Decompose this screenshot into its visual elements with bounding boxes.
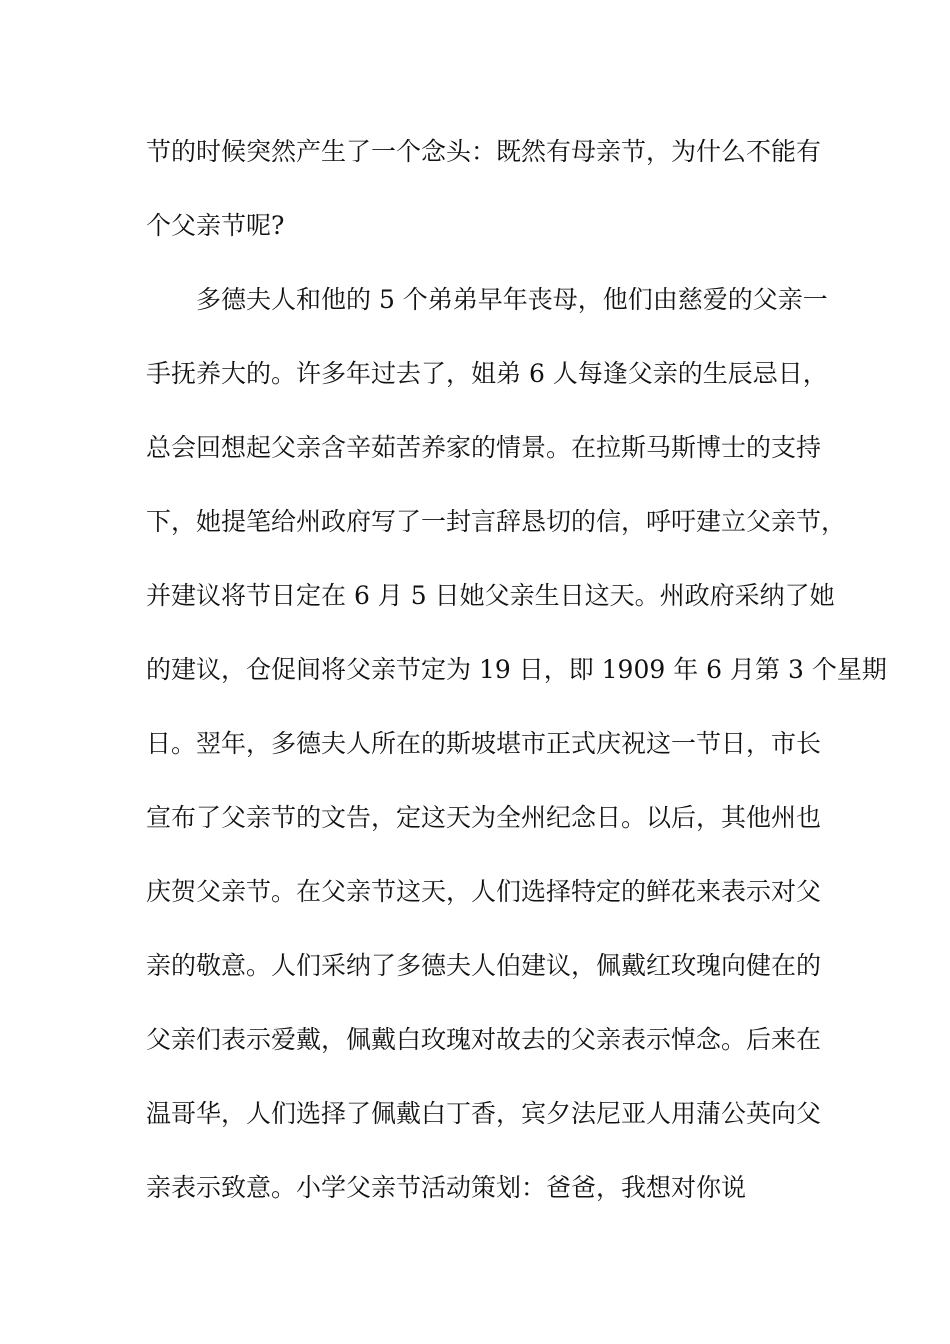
paragraph-first-line: 多德夫人和他的 5 个弟弟早年丧母，他们由慈爱的父亲一: [196, 285, 828, 314]
text-line: 宣布了父亲节的文告，定这天为全州纪念日。以后，其他州也: [146, 803, 822, 832]
text-line: 总会回想起父亲含辛茹苦养家的情景。在拉斯马斯博士的支持: [146, 433, 822, 462]
text-line: 下，她提笔给州政府写了一封言辞恳切的信，呼吁建立父亲节，: [146, 507, 847, 536]
text-line: 庆贺父亲节。在父亲节这天，人们选择特定的鲜花来表示对父: [146, 877, 822, 906]
text-line: 温哥华，人们选择了佩戴白丁香，宾夕法尼亚人用蒲公英向父: [146, 1099, 822, 1128]
text-line: 个父亲节呢?: [146, 211, 285, 240]
body-text: [146, 128, 887, 1238]
text-line: 手抚养大的。许多年过去了，姐弟 6 人每逢父亲的生辰忌日，: [146, 359, 828, 388]
text-line: 亲表示致意。小学父亲节活动策划：爸爸，我想对你说: [146, 1173, 747, 1202]
text-line: 父亲们表示爱戴，佩戴白玫瑰对故去的父亲表示悼念。后来在: [146, 1025, 822, 1054]
text-line: 亲的敬意。人们采纳了多德夫人伯建议，佩戴红玫瑰向健在的: [146, 951, 822, 980]
text-line: 节的时候突然产生了一个念头：既然有母亲节，为什么不能有: [146, 137, 822, 166]
text-line: 的建议，仓促间将父亲节定为 19 日，即 1909 年 6 月第 3 个星期: [146, 655, 887, 684]
text-line: 日。翌年，多德夫人所在的斯坡堪市正式庆祝这一节日，市长: [146, 729, 822, 758]
text-line: 并建议将节日定在 6 月 5 日她父亲生日这天。州政府采纳了她: [146, 581, 835, 610]
